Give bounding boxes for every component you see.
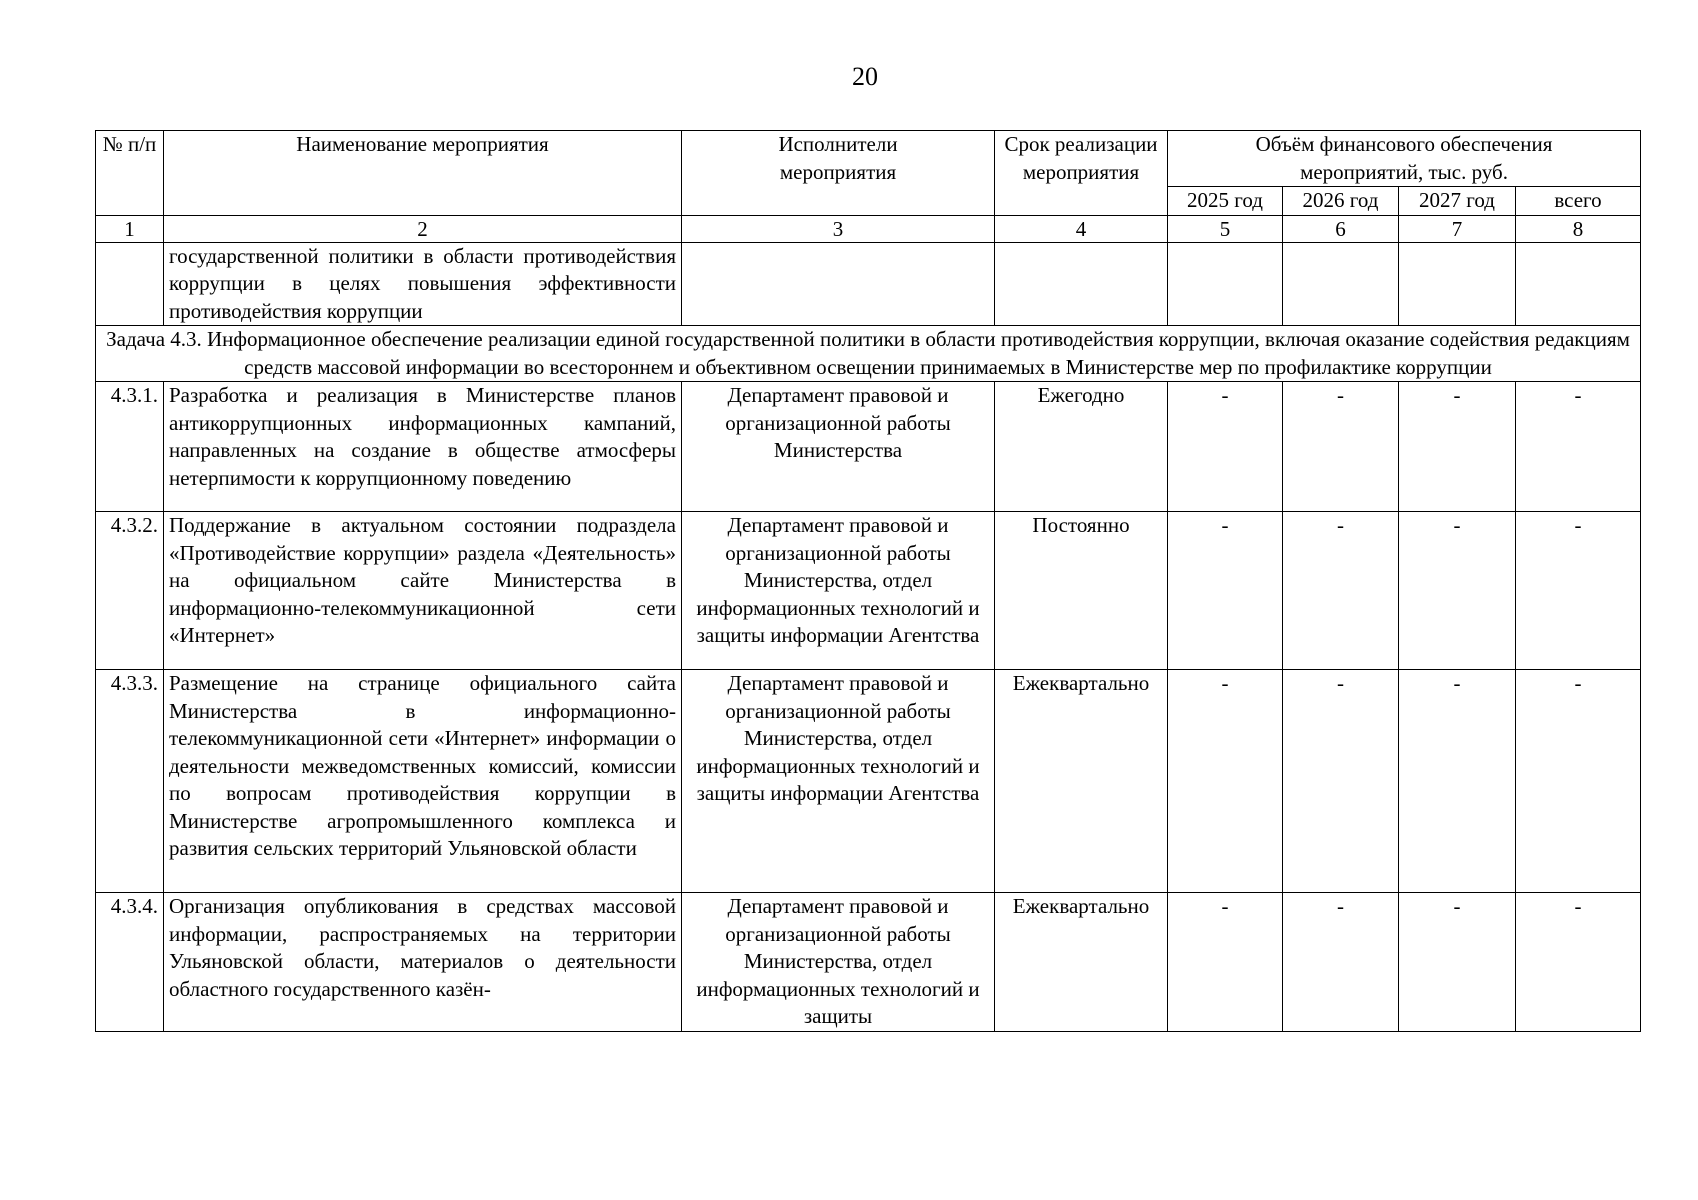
column-number: 1 <box>96 215 164 242</box>
continuation-no <box>96 242 164 326</box>
row-executors: Департамент правовой и организационной работы Министерства, отдел информационных технологий и защиты <box>682 893 995 1032</box>
column-number: 6 <box>1283 215 1399 242</box>
row-y2026: - <box>1283 382 1399 512</box>
row-number: 4.3.3. <box>96 670 164 893</box>
table-row <box>96 382 1641 512</box>
continuation-name: государственной политики в области противодействия коррупции в целях повышения эффективности противодействия коррупции <box>164 242 682 326</box>
row-y2027: - <box>1399 512 1516 670</box>
header-col-name: Наименование мероприятия <box>164 131 682 216</box>
row-y2027: - <box>1399 382 1516 512</box>
row-number: 4.3.4. <box>96 893 164 1032</box>
continuation-y2026 <box>1283 242 1399 326</box>
row-y2026: - <box>1283 893 1399 1032</box>
row-executors: Департамент правовой и организационной работы Министерства <box>682 382 995 512</box>
row-executors: Департамент правовой и организационной работы Министерства, отдел информационных технологий и защиты информации Агентства <box>682 512 995 670</box>
table-row <box>96 893 1641 1032</box>
task-row <box>96 326 1641 382</box>
row-term: Ежеквартально <box>995 893 1168 1032</box>
row-y2025: - <box>1168 382 1283 512</box>
header-year-2027: 2027 год <box>1399 187 1516 216</box>
row-name: Организация опубликования в средствах массовой информации, распространяемых на территории Ульяновской области, материалов о деятельности областного государственного казён- <box>164 893 682 1032</box>
column-number: 8 <box>1516 215 1641 242</box>
header-col-no: № п/п <box>96 131 164 216</box>
column-number: 3 <box>682 215 995 242</box>
header-col-finance: Объём финансового обеспечения мероприятий, тыс. руб. <box>1168 131 1641 187</box>
continuation-y2027 <box>1399 242 1516 326</box>
row-name: Поддержание в актуальном состоянии подраздела «Противодействие коррупции» раздела «Деятельность» на официальном сайте Министерства в информационно-телекоммуникационной сети «Интернет» <box>164 512 682 670</box>
row-y2027: - <box>1399 893 1516 1032</box>
row-y2026: - <box>1283 670 1399 893</box>
header-year-2026: 2026 год <box>1283 187 1399 216</box>
header-year-2025: 2025 год <box>1168 187 1283 216</box>
header-total: всего <box>1516 187 1641 216</box>
column-number: 2 <box>164 215 682 242</box>
row-y2026: - <box>1283 512 1399 670</box>
table-row <box>96 670 1641 893</box>
table-row <box>96 512 1641 670</box>
task-heading: Задача 4.3. Информационное обеспечение реализации единой государственной политики в области противодействия коррупции, включая оказание содействия редакциям средств массовой информации во всестороннем и объективном освещении принимаемых в Министерстве мер по профилактике коррупции <box>96 326 1641 382</box>
continuation-term <box>995 242 1168 326</box>
continuation-y2025 <box>1168 242 1283 326</box>
column-number: 7 <box>1399 215 1516 242</box>
row-term: Ежегодно <box>995 382 1168 512</box>
row-y2025: - <box>1168 512 1283 670</box>
row-term: Ежеквартально <box>995 670 1168 893</box>
row-total: - <box>1516 670 1641 893</box>
row-number: 4.3.2. <box>96 512 164 670</box>
row-y2025: - <box>1168 893 1283 1032</box>
row-y2027: - <box>1399 670 1516 893</box>
row-name: Разработка и реализация в Министерстве планов антикоррупционных информационных кампаний, направленных на создание в обществе атмосферы нетерпимости к коррупционному поведению <box>164 382 682 512</box>
continuation-executors <box>682 242 995 326</box>
column-number: 5 <box>1168 215 1283 242</box>
row-total: - <box>1516 893 1641 1032</box>
continuation-total <box>1516 242 1641 326</box>
header-row-1 <box>96 131 1641 187</box>
row-total: - <box>1516 512 1641 670</box>
header-col-executors: Исполнители мероприятия <box>682 131 995 216</box>
column-number: 4 <box>995 215 1168 242</box>
row-number: 4.3.1. <box>96 382 164 512</box>
row-name: Размещение на странице официального сайта Министерства в информационно-телекоммуникационной сети «Интернет» информации о деятельности межведомственных комиссий, комиссии по вопросам противодействия коррупции в Министерстве агропромышленного комплекса и развития сельских территорий Ульяновской области <box>164 670 682 893</box>
header-col-term: Срок реализации мероприятия <box>995 131 1168 216</box>
page-number: 20 <box>852 62 878 91</box>
row-total: - <box>1516 382 1641 512</box>
measures-table <box>95 130 1641 1032</box>
column-numbers-row <box>96 215 1641 242</box>
row-term: Постоянно <box>995 512 1168 670</box>
row-y2025: - <box>1168 670 1283 893</box>
continuation-row <box>96 242 1641 326</box>
row-executors: Департамент правовой и организационной работы Министерства, отдел информационных технологий и защиты информации Агентства <box>682 670 995 893</box>
